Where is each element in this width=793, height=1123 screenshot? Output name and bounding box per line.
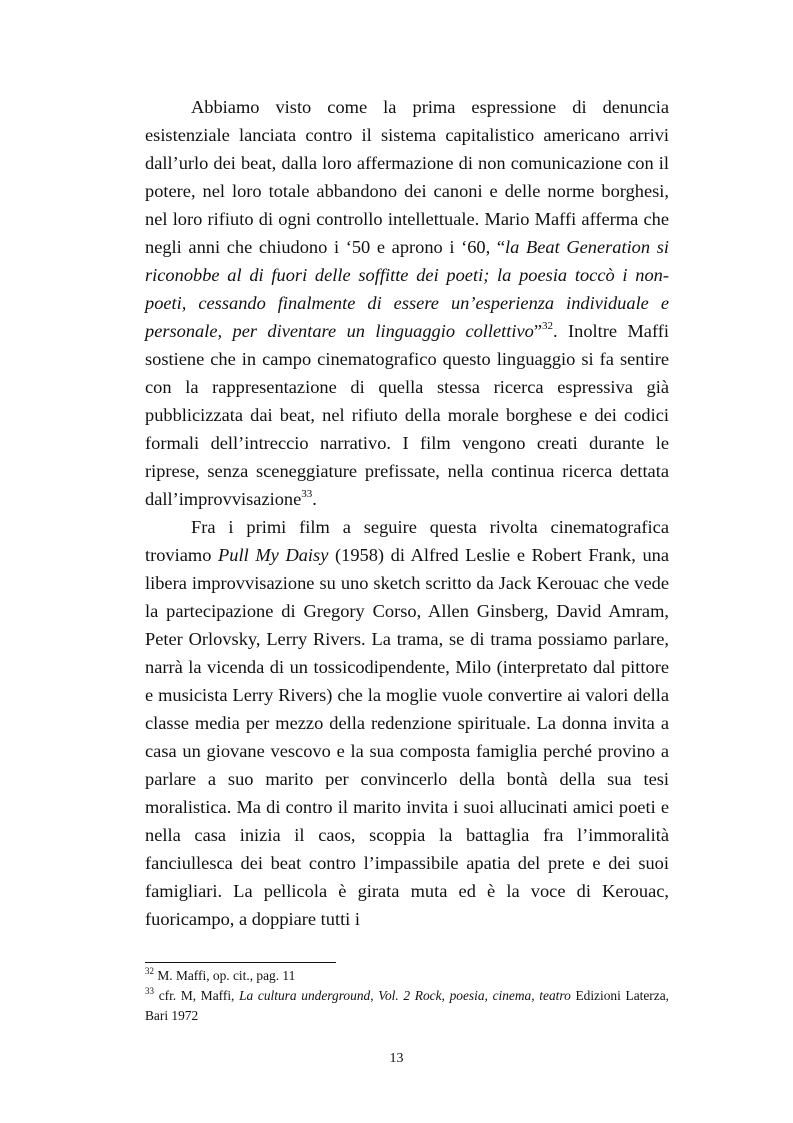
maffi-quote: la Beat Generation si riconobbe al di fuori delle soffitte dei poeti; la poesia toccò i non-poeti, cessando finalmente di essere un’esperienza individuale e personale, per diventare un linguaggio collettivo <box>145 237 669 341</box>
body-text <box>145 93 669 933</box>
paragraph-2-text-b: (1958) di Alfred Leslie e Robert Frank, una libera improvvisazione su uno sketch scritto da Jack Kerouac che vede la partecipazione di Gregory Corso, Allen Ginsberg, David Amram, Peter Orlovsky, Lerry Rivers. La trama, se di trama possiamo parlare, narrà la vicenda di un tossicodipendente, Milo (interpretato dal pittore e musicista Lerry Rivers) che la moglie vuole convertire ai valori della classe media per mezzo della redenzione spirituale. La donna invita a casa un giovane vescovo e la sua composta famiglia perché provino a parlare a suo marito per convincerlo della bontà della sua tesi moralistica. Ma di contro il marito invita i suoi allucinati amici poeti e nella casa inizia il caos, scoppia la battaglia fra l’immoralità fanciullesca dei beat contro l’impassibile apatia del prete e dei suoi famigliari. La pellicola è girata muta ed è la voce di Kerouac, fuoricampo, a doppiare tutti i <box>145 545 670 929</box>
footnote-divider <box>145 962 336 963</box>
paragraph-2 <box>145 513 669 933</box>
paragraph-2-text-a: Fra i primi film a seguire questa rivolta cinematografica troviamo <box>145 517 669 565</box>
footnote-ref-32[interactable]: 32 <box>542 319 554 332</box>
footnote-number: 33 <box>145 985 154 996</box>
footnote-text: M. Maffi, op. cit., pag. 11 <box>154 968 296 983</box>
paragraph-1 <box>145 93 669 513</box>
paragraph-1-text-c: . Inoltre Maffi sostiene che in campo cinematografico questo linguaggio si fa sentire con la rappresentazione di quella stessa ricerca espressiva già pubblicizzata dai beat, nel rifiuto della morale borghese e dei codici formali dell’intreccio narrativo. I film vengono creati durante le riprese, senza sceneggiature prefissate, nella continua ricerca dettata dall’improvvisazione <box>145 321 669 509</box>
footnote-book-title: La cultura underground, Vol. 2 Rock, poesia, cinema, teatro <box>239 988 571 1003</box>
footnote-32 <box>145 966 669 986</box>
footnote-ref-33[interactable]: 33 <box>301 487 313 500</box>
paragraph-1-text-d: . <box>312 489 317 509</box>
film-title: Pull My Daisy <box>218 545 329 565</box>
paragraph-1-text-b: ” <box>533 321 543 341</box>
footnote-33 <box>145 986 669 1026</box>
footnotes <box>145 966 669 1026</box>
footnote-number: 32 <box>145 965 154 976</box>
page-number: 13 <box>389 1051 404 1066</box>
paragraph-1-text-a: Abbiamo visto come la prima espressione di denuncia esistenziale lanciata contro il sistema capitalistico americano arrivi dall’urlo dei beat, dalla loro affermazione di non comunicazione con il potere, nel loro totale abbandono dei canoni e delle norme borghesi, nel loro rifiuto di ogni controllo intellettuale. Mario Maffi afferma che negli anni che chiudono i ‘50 e aprono i ‘60, “ <box>145 97 669 257</box>
footnote-text-b: Edizioni Laterza, Bari 1972 <box>145 988 669 1023</box>
footnote-text-a: cfr. M, Maffi, <box>154 988 240 1003</box>
